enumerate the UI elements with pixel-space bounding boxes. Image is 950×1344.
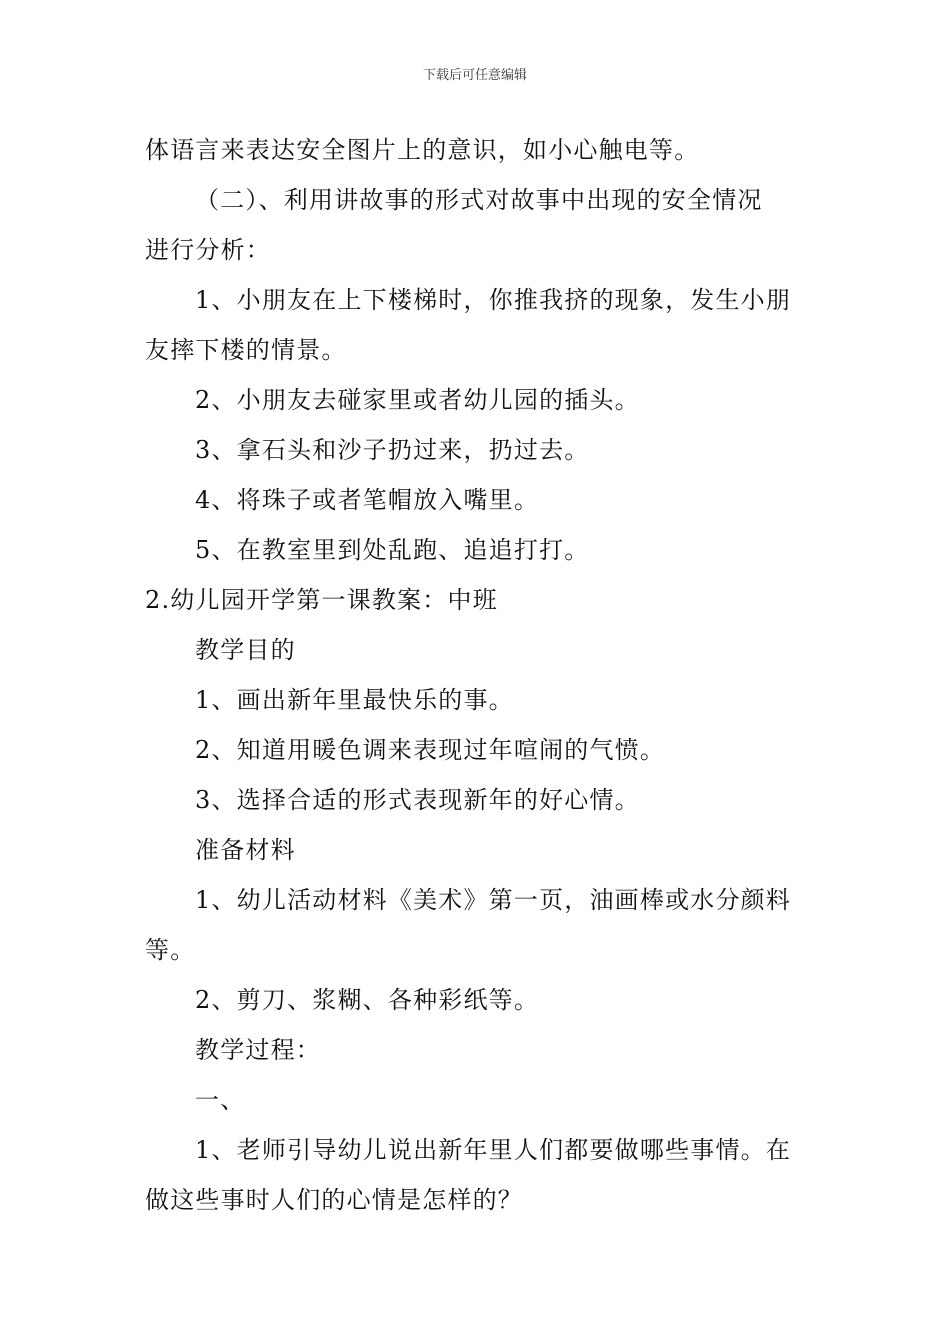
page-header: 下载后可任意编辑 [422,68,527,83]
text-line: （二）、利用讲故事的形式对故事中出现的安全情况 [195,186,763,214]
text-line: 2、剪刀、浆糊、各种彩纸等。 [195,986,540,1014]
text-line: 3、选择合适的形式表现新年的好心情。 [195,786,640,814]
text-line: 3、拿石头和沙子扔过来，扔过去。 [195,436,590,464]
text-line: 等。 [145,936,196,964]
text-line: 1、画出新年里最快乐的事。 [195,686,514,714]
text-line: 1、幼儿活动材料《美术》第一页，油画棒或水分颜料 [195,886,792,914]
text-line: 做这些事时人们的心情是怎样的？ [145,1186,523,1214]
text-line: 进行分析： [145,236,271,264]
text-line: 体语言来表达安全图片上的意识，如小心触电等。 [145,136,700,164]
subsection-heading: 准备材料 [195,836,296,864]
text-line: 1、小朋友在上下楼梯时，你推我挤的现象，发生小朋 [195,286,792,314]
text-line: 友摔下楼的情景。 [145,336,347,364]
subsection-heading: 教学过程： [195,1036,321,1064]
subsection-heading: 教学目的 [195,636,296,664]
section-heading: 2.幼儿园开学第一课教案：中班 [145,586,498,614]
text-line: 2、知道用暖色调来表现过年喧闹的气愤。 [195,736,666,764]
text-line: 1、老师引导幼儿说出新年里人们都要做哪些事情。在 [195,1136,792,1164]
text-line: 2、小朋友去碰家里或者幼儿园的插头。 [195,386,640,414]
text-line: 一、 [195,1086,246,1114]
document-body [145,125,807,1225]
text-line: 4、将珠子或者笔帽放入嘴里。 [195,486,540,514]
text-line: 5、在教室里到处乱跑、追追打打。 [195,536,590,564]
